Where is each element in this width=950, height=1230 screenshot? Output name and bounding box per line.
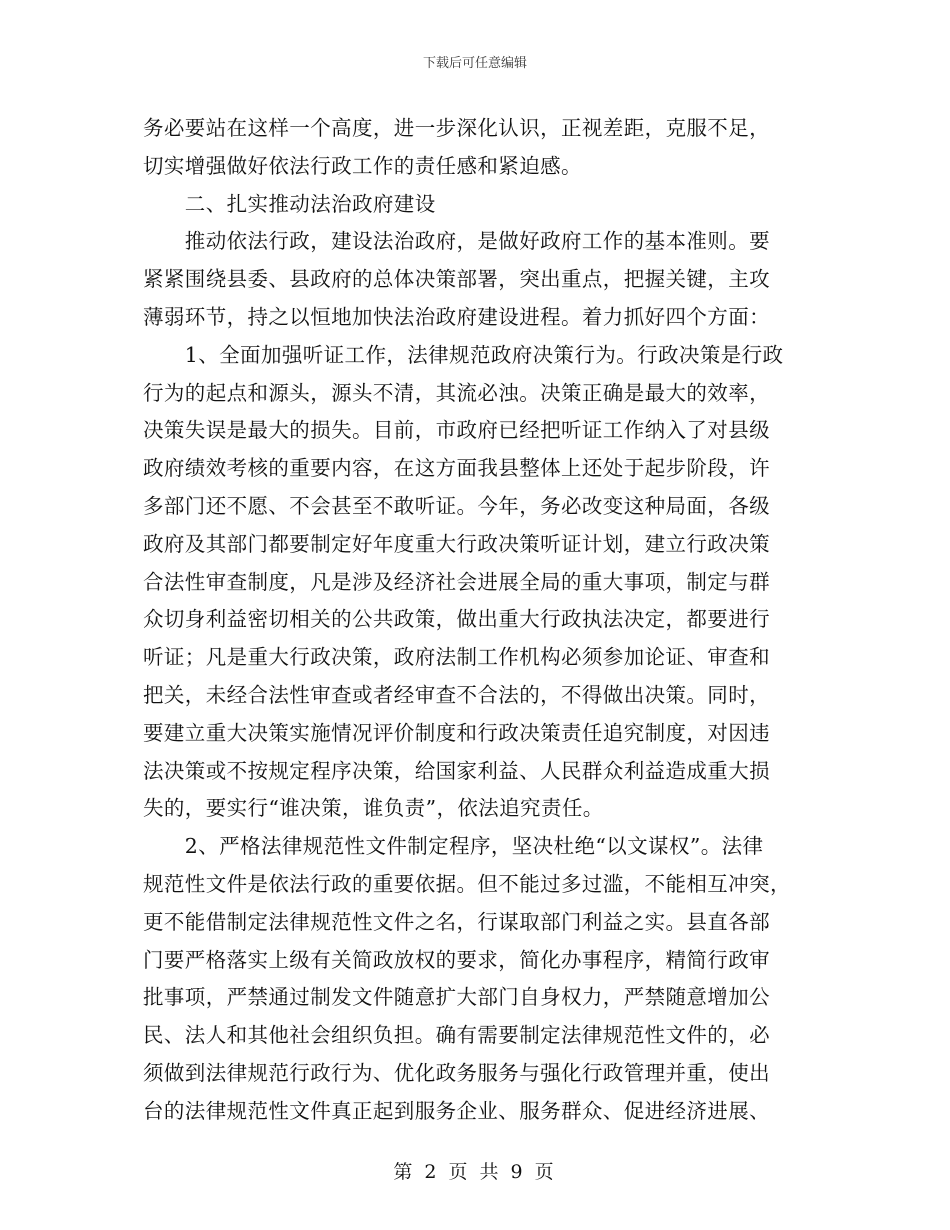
text-line: 台的法律规范性文件真正起到服务企业、服务群众、促进经济进展、: [143, 1098, 770, 1123]
text-line: 门要严格落实上级有关简政放权的要求，简化办事程序，精简行政审: [143, 947, 770, 972]
text-line: 把关，未经合法性审查或者经审查不合法的，不得做出决策。同时，: [143, 682, 770, 707]
text-line: 政府及其部门都要制定好年度重大行政决策听证计划，建立行政决策: [143, 531, 770, 556]
text-line: 听证；凡是重大行政决策，政府法制工作机构必须参加论证、审查和: [143, 645, 770, 670]
page-header: 下载后可任意编辑: [422, 56, 527, 71]
text-line: 薄弱环节，持之以恒地加快法治政府建设进程。着力抓好四个方面：: [143, 304, 770, 329]
text-line: 更不能借制定法律规范性文件之名，行谋取部门利益之实。县直各部: [143, 909, 770, 934]
text-line: 紧紧围绕县委、县政府的总体决策部署，突出重点，把握关键，主攻: [143, 267, 770, 292]
text-line: 民、法人和其他社会组织负担。确有需要制定法律规范性文件的，必: [143, 1023, 770, 1048]
text-line: 须做到法律规范行政行为、优化政务服务与强化行政管理并重，使出: [143, 1060, 770, 1085]
text-line: 推动依法行政，建设法治政府，是做好政府工作的基本准则。要: [143, 229, 770, 254]
text-line: 规范性文件是依法行政的重要依据。但不能过多过滥，不能相互冲突，: [143, 871, 791, 896]
text-line: 决策失误是最大的损失。目前，市政府已经把听证工作纳入了对县级: [143, 418, 770, 443]
text-line: 失的，要实行“谁决策，谁负责”，依法追究责任。: [143, 796, 604, 821]
text-line: 政府绩效考核的重要内容，在这方面我县整体上还处于起步阶段，许: [143, 456, 770, 481]
text-line: 要建立重大决策实施情况评价制度和行政决策责任追究制度，对因违: [143, 720, 770, 745]
section-heading: 二、扎实推动法治政府建设: [143, 191, 436, 216]
text-line: 众切身利益密切相关的公共政策，做出重大行政执法决定，都要进行: [143, 607, 770, 632]
text-line: 切实增强做好依法行政工作的责任感和紧迫感。: [143, 153, 582, 178]
text-line: 行为的起点和源头，源头不清，其流必浊。决策正确是最大的效率，: [143, 380, 770, 405]
text-line: 1、全面加强听证工作，法律规范政府决策行为。行政决策是行政: [143, 342, 784, 367]
page-number-footer: 第 2 页 共 9 页: [393, 1161, 557, 1183]
text-line: 批事项，严禁通过制发文件随意扩大部门自身权力，严禁随意增加公: [143, 985, 770, 1010]
document-body: [143, 110, 803, 1131]
text-line: 多部门还不愿、不会甚至不敢听证。今年，务必改变这种局面，各级: [143, 493, 770, 518]
text-line: 合法性审查制度，凡是涉及经济社会进展全局的重大事项，制定与群: [143, 569, 770, 594]
text-line: 法决策或不按规定程序决策，给国家利益、人民群众利益造成重大损: [143, 758, 770, 783]
text-line: 2、严格法律规范性文件制定程序，坚决杜绝“以文谋权”。法律: [143, 834, 764, 859]
text-line: 务必要站在这样一个高度，进一步深化认识，正视差距，克服不足，: [143, 116, 770, 140]
